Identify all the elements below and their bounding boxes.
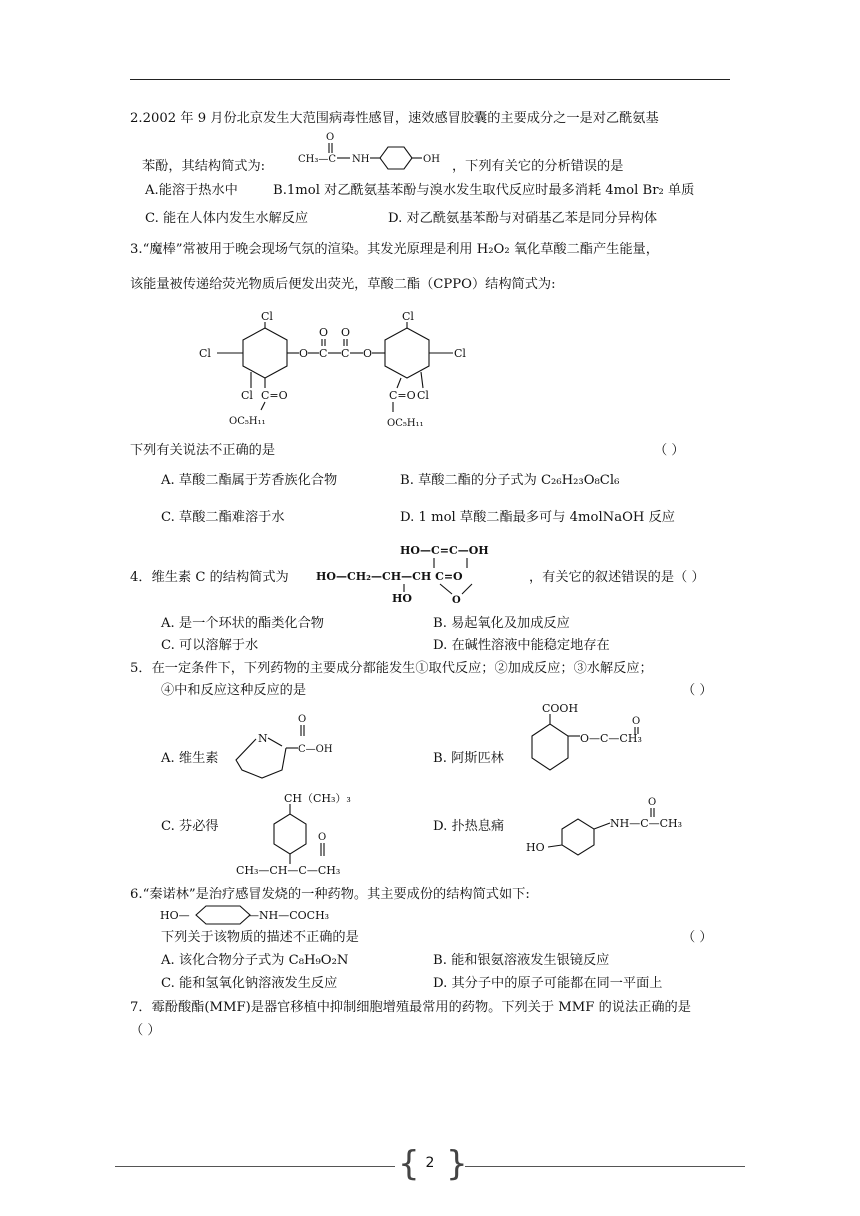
q4-s-top: HO—C=C—OH [400, 544, 489, 557]
page-number: 2 [425, 1155, 435, 1171]
q5c-s-bottom: CH₃—CH—C—CH₃ [236, 864, 341, 877]
q6-stem: 6.“秦诺林”是治疗感冒发烧的一种药物。其主要成份的结构简式如下: [130, 887, 530, 902]
q3-s-co-right: C=O [389, 389, 416, 402]
q3-s-cl5: Cl [454, 347, 466, 360]
q5d-structure [522, 793, 702, 857]
q5b-structure [520, 700, 690, 774]
q4-vitamin-c-structure [312, 540, 527, 606]
q3-s-oc5h11-left: OC₅H₁₁ [229, 416, 266, 427]
q5d-s-ho: HO [526, 841, 545, 854]
q3-s-o1: O [299, 347, 309, 360]
q3-s-cl3: Cl [241, 389, 253, 402]
q4-option-c: C. 可以溶解于水 [161, 638, 259, 653]
q2-s-oh: OH [423, 154, 440, 165]
q4-option-d: D. 在碱性溶液中能稳定地存在 [433, 638, 610, 653]
footer-rule-right [465, 1166, 745, 1167]
q3-option-a: A. 草酸二酯属于芳香族化合物 [161, 473, 338, 488]
q5c-s-o: O [318, 832, 327, 843]
q5c-structure [232, 790, 372, 880]
q6-s-ho: HO— [160, 909, 190, 922]
q7-stem-line2: （ ） [130, 1023, 161, 1038]
q3-s-c1: C [319, 347, 328, 360]
q4-option-b: B. 易起氧化及加成反应 [433, 616, 570, 631]
footer-right-brace: } [446, 1144, 468, 1184]
q4-stem-a: 4．维生素 C 的结构简式为 [130, 570, 289, 585]
q2-stem-line2b: ，下列有关它的分析错误的是 [452, 159, 624, 174]
q5b-s-cooh: COOH [542, 702, 579, 715]
footer-rule-left [115, 1166, 395, 1167]
q5a-s-n: N [258, 732, 268, 745]
q3-answer-paren: （ ） [654, 443, 685, 458]
q3-stem-line1: 3.“魔棒”常被用于晚会现场气氛的渲染。其发光原理是利用 H₂O₂ 氧化草酸二酯产生能量， [130, 242, 659, 257]
q6-option-a: A. 该化合物分子式为 C₈H₉O₂N [161, 953, 349, 968]
q3-s-cl2: Cl [199, 347, 211, 360]
q3-s-cl6: Cl [417, 389, 429, 402]
q5-option-c: C. 芬必得 [161, 819, 219, 834]
q5-stem-line1: 5．在一定条件下，下列药物的主要成分都能发生①取代反应；②加成反应；③水解反应； [130, 661, 653, 676]
q5d-s-o: O [648, 797, 657, 808]
q5-stem-line2: ④中和反应这种反应的是 [161, 683, 307, 698]
footer-left-brace: { [398, 1144, 420, 1184]
q5-option-a: A. 维生素 [161, 751, 219, 766]
q3-s-o2: O [319, 326, 329, 339]
q2-option-d: D. 对乙酰氨基苯酚与对硝基乙苯是同分异构体 [388, 211, 658, 226]
q6-question: 下列关于该物质的描述不正确的是 [161, 930, 359, 945]
q3-s-oc5h11-right: OC₅H₁₁ [387, 418, 424, 429]
q5d-s-nh: NH—C—CH₃ [610, 817, 683, 830]
q3-s-o4: O [363, 347, 373, 360]
q3-option-b: B. 草酸二酯的分子式为 C₂₆H₂₃O₈Cl₆ [400, 473, 620, 488]
q5a-s-o: O [298, 714, 307, 725]
q2-option-c: C. 能在人体内发生水解反应 [145, 211, 309, 226]
q5b-s-oc: O—C—CH₃ [580, 732, 642, 745]
q2-structure [292, 128, 452, 174]
q4-s-main: HO—CH₂—CH—CH C=O [316, 570, 463, 583]
q3-option-c: C. 草酸二酯难溶于水 [161, 510, 285, 525]
q3-s-c2: C [341, 347, 350, 360]
q3-cppo-structure [195, 300, 485, 440]
q4-s-ho: HO [392, 592, 412, 605]
q3-question: 下列有关说法不正确的是 [130, 443, 276, 458]
q5-option-d: D. 扑热息痛 [433, 819, 505, 834]
q2-stem-line2a: 苯酚，其结构简式为: [142, 159, 266, 174]
q2-option-a: A.能溶于热水中 [145, 183, 238, 198]
q7-stem-line1: 7．霉酚酸酯(MMF)是器官移植中抑制细胞增殖最常用的药物。下列关于 MMF 的说法正确的是 [130, 1000, 691, 1015]
q2-stem-line1: 2.2002 年 9 月份北京发生大范围病毒性感冒，速效感冒胶囊的主要成分之一是对乙酰氨基 [130, 111, 659, 126]
q6-answer-paren: （ ） [682, 930, 713, 945]
q6-option-d: D. 其分子中的原子可能都在同一平面上 [433, 976, 663, 991]
q2-s-ch3c: CH₃—C [298, 154, 337, 165]
header-rule [130, 79, 730, 80]
q3-s-cl4: Cl [402, 310, 414, 323]
q5-answer-paren: （ ） [682, 683, 713, 698]
q6-option-b: B. 能和银氨溶液发生银镜反应 [433, 953, 610, 968]
q3-option-d: D. 1 mol 草酸二酯最多可与 4molNaOH 反应 [400, 510, 675, 525]
q3-stem-line2: 该能量被传递给荧光物质后便发出荧光，草酸二酯（CPPO）结构简式为: [130, 277, 556, 292]
q3-s-o3: O [341, 326, 351, 339]
q2-s-o: O [326, 132, 335, 143]
q2-s-nh: NH [352, 154, 370, 165]
q2-option-b: B.1mol 对乙酰氨基苯酚与溴水发生取代反应时最多消耗 4mol Br₂ 单质 [273, 183, 695, 198]
q4-s-o: O [452, 595, 461, 606]
q4-option-a: A. 是一个环状的酯类化合物 [161, 616, 324, 631]
q6-option-c: C. 能和氢氧化钠溶液发生反应 [161, 976, 338, 991]
q4-stem-b: ，有关它的叙述错误的是（ ） [529, 570, 705, 585]
q3-s-co-left: C=O [261, 389, 288, 402]
q5c-s-top: CH（CH₃）₃ [284, 792, 351, 805]
q3-s-cl1: Cl [261, 310, 273, 323]
q5-option-b: B. 阿斯匹林 [433, 751, 504, 766]
q5a-structure [212, 712, 352, 782]
q5b-s-o: O [632, 716, 641, 727]
q6-structure [160, 903, 360, 927]
q6-s-nh: —NH—COCH₃ [248, 909, 330, 922]
q5a-s-coh: C—OH [298, 744, 333, 755]
